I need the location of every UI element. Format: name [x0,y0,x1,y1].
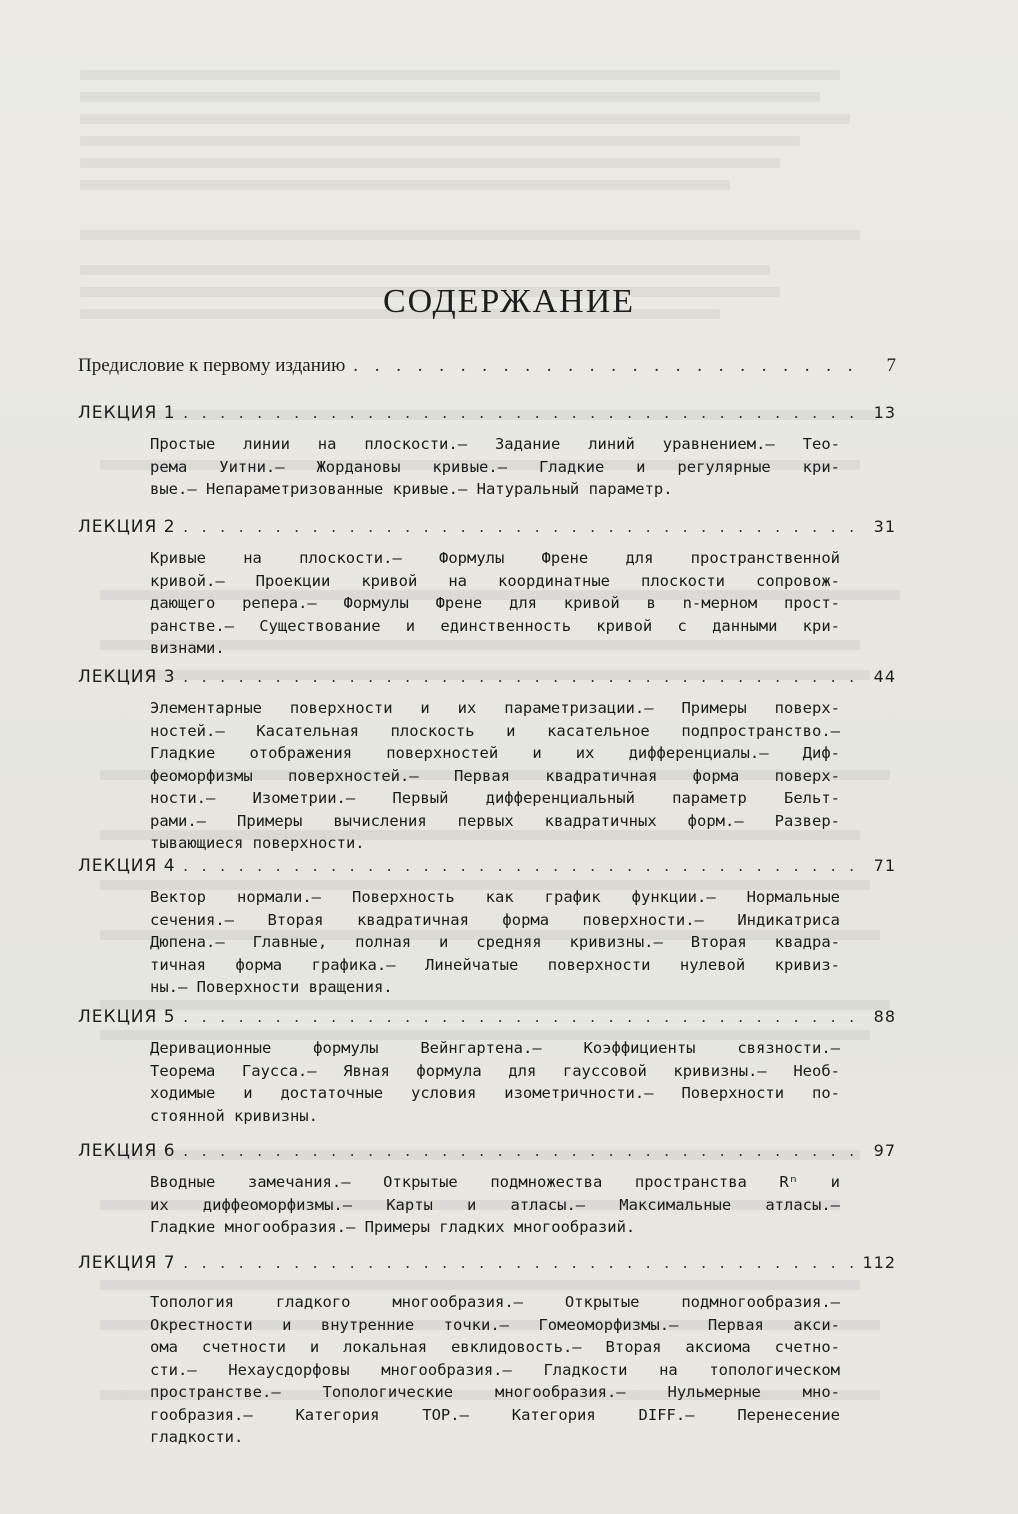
summary-line: Деривационные формулы Вейнгартена.— Коэффициенты связности.— [150,1039,840,1057]
summary-line: визнами. [150,639,225,657]
lecture-summary [150,886,840,999]
dot-leader [353,355,870,377]
lecture-label: ЛЕКЦИЯ 1 [78,403,176,423]
summary-line: сти.— Нехаусдорфовы многообразия.— Гладкости на топологическом [150,1360,840,1379]
summary-line: гообразия.— Категория TOP.— Категория DIFF.— Перенесение [150,1405,840,1424]
summary-line: Дюпена.— Главные, полная и средняя кривизны.— Вторая квадра- [150,933,840,951]
toc-page-number: 97 [873,1141,896,1160]
lecture-summary [150,697,840,855]
lecture-label: ЛЕКЦИЯ 7 [78,1253,176,1273]
summary-line: Топология гладкого многообразия.— Открытые подмногообразия.— [150,1293,840,1311]
summary-line: Теорема Гаусса.— Явная формула для гауссовой кривизны.— Необ- [150,1061,840,1080]
summary-line: ходимые и достаточные условия изометричности.— Поверхности по- [150,1084,840,1102]
toc-page-number: 71 [873,856,896,875]
summary-line: вые.— Непараметризованные кривые.— Натуральный параметр. [150,480,673,498]
dot-leader [184,1007,860,1027]
summary-line: гладкости. [150,1428,244,1446]
summary-line: тичная форма графика.— Линейчатые поверхности нулевой кривиз- [150,955,840,974]
lecture-summary [150,1037,840,1127]
toc-page-number: 7 [886,355,896,376]
dot-leader [184,856,860,876]
dot-leader [184,1253,857,1273]
dot-leader [184,403,860,423]
page-title: СОДЕРЖАНИЕ [382,283,636,320]
lecture-label: ЛЕКЦИЯ 2 [78,517,176,537]
summary-line: Простые линии на плоскости.— Задание линий уравнением.— Тео- [150,435,840,453]
toc-entry-lecture-6[interactable] [78,1141,896,1239]
summary-line: сечения.— Вторая квадратичная форма поверхности.— Индикатриса [150,910,840,929]
lecture-summary [150,547,840,660]
dot-leader [184,517,860,537]
toc-page-number: 88 [873,1007,896,1026]
summary-line: ны.— Поверхности вращения. [150,978,393,996]
toc-page-number: 44 [873,667,896,686]
summary-line: стоянной кривизны. [150,1106,318,1125]
summary-line: ностей.— Касательная плоскость и касательное подпространство.— [150,721,840,740]
lecture-summary [150,433,840,501]
summary-line: Гладкие отображения поверхностей и их дифференциалы.— Диф- [150,744,840,762]
summary-line: рема Уитни.— Жордановы кривые.— Гладкие и регулярные кри- [150,457,840,476]
lecture-heading [78,1141,896,1161]
lecture-heading [78,1253,896,1273]
summary-line: Кривые на плоскости.— Формулы Френе для пространственной [150,549,840,567]
summary-line: Вектор нормали.— Поверхность как график функции.— Нормальные [150,888,840,906]
lecture-summary [150,1171,840,1239]
toc-entry-lecture-7[interactable] [78,1253,896,1449]
summary-line: Элементарные поверхности и их параметризации.— Примеры поверх- [150,699,840,717]
summary-line: Вводные замечания.— Открытые подмножества пространства Rⁿ и [150,1173,840,1191]
lecture-heading [78,667,896,687]
summary-line: пространстве.— Топологические многообразия.— Нульмерные мно- [150,1383,840,1401]
toc-page-number: 112 [862,1253,896,1272]
lecture-heading [78,517,896,537]
dot-leader [184,1141,860,1161]
summary-line: феоморфизмы поверхностей.— Первая квадратичная форма поверх- [150,766,840,785]
lecture-label: ЛЕКЦИЯ 5 [78,1007,176,1027]
toc-page-number: 13 [873,403,896,422]
summary-line: рами.— Примеры вычисления первых квадратичных форм.— Развер- [150,811,840,830]
summary-line: дающего репера.— Формулы Френе для кривой в n-мерном прост- [150,594,840,612]
lecture-label: ЛЕКЦИЯ 4 [78,856,176,876]
lecture-label: ЛЕКЦИЯ 3 [78,667,176,687]
summary-line: Гладкие многообразия.— Примеры гладких многообразий. [150,1218,636,1236]
lecture-summary [150,1291,840,1449]
lecture-heading [78,1007,896,1027]
summary-line: Окрестности и внутренние точки.— Гомеоморфизмы.— Первая акси- [150,1315,840,1334]
summary-line: их диффеоморфизмы.— Карты и атласы.— Максимальные атласы.— [150,1195,840,1214]
toc-entry-lecture-3[interactable] [78,667,896,855]
toc-entry-lecture-4[interactable] [78,856,896,999]
toc-page-number: 31 [873,517,896,536]
lecture-heading [78,856,896,876]
summary-line: кривой.— Проекции кривой на координатные плоскости сопровож- [150,571,840,590]
lecture-label: ЛЕКЦИЯ 6 [78,1141,176,1161]
toc-entry-lecture-2[interactable] [78,517,896,660]
summary-line: ома счетности и локальная евклидовость.— Вторая аксиома счетно- [150,1338,840,1356]
summary-line: тывающиеся поверхности. [150,834,365,852]
lecture-heading [78,403,896,423]
summary-line: ранстве.— Существование и единственность кривой с данными кри- [150,616,840,635]
toc-entry-lecture-1[interactable] [78,403,896,501]
toc-entry-label: Предисловие к первому изданию [78,355,346,376]
summary-line: ности.— Изометрии.— Первый дифференциальный параметр Бельт- [150,789,840,807]
toc-entry-preface[interactable] [78,355,896,377]
toc-entry-lecture-5[interactable] [78,1007,896,1127]
dot-leader [184,667,860,687]
